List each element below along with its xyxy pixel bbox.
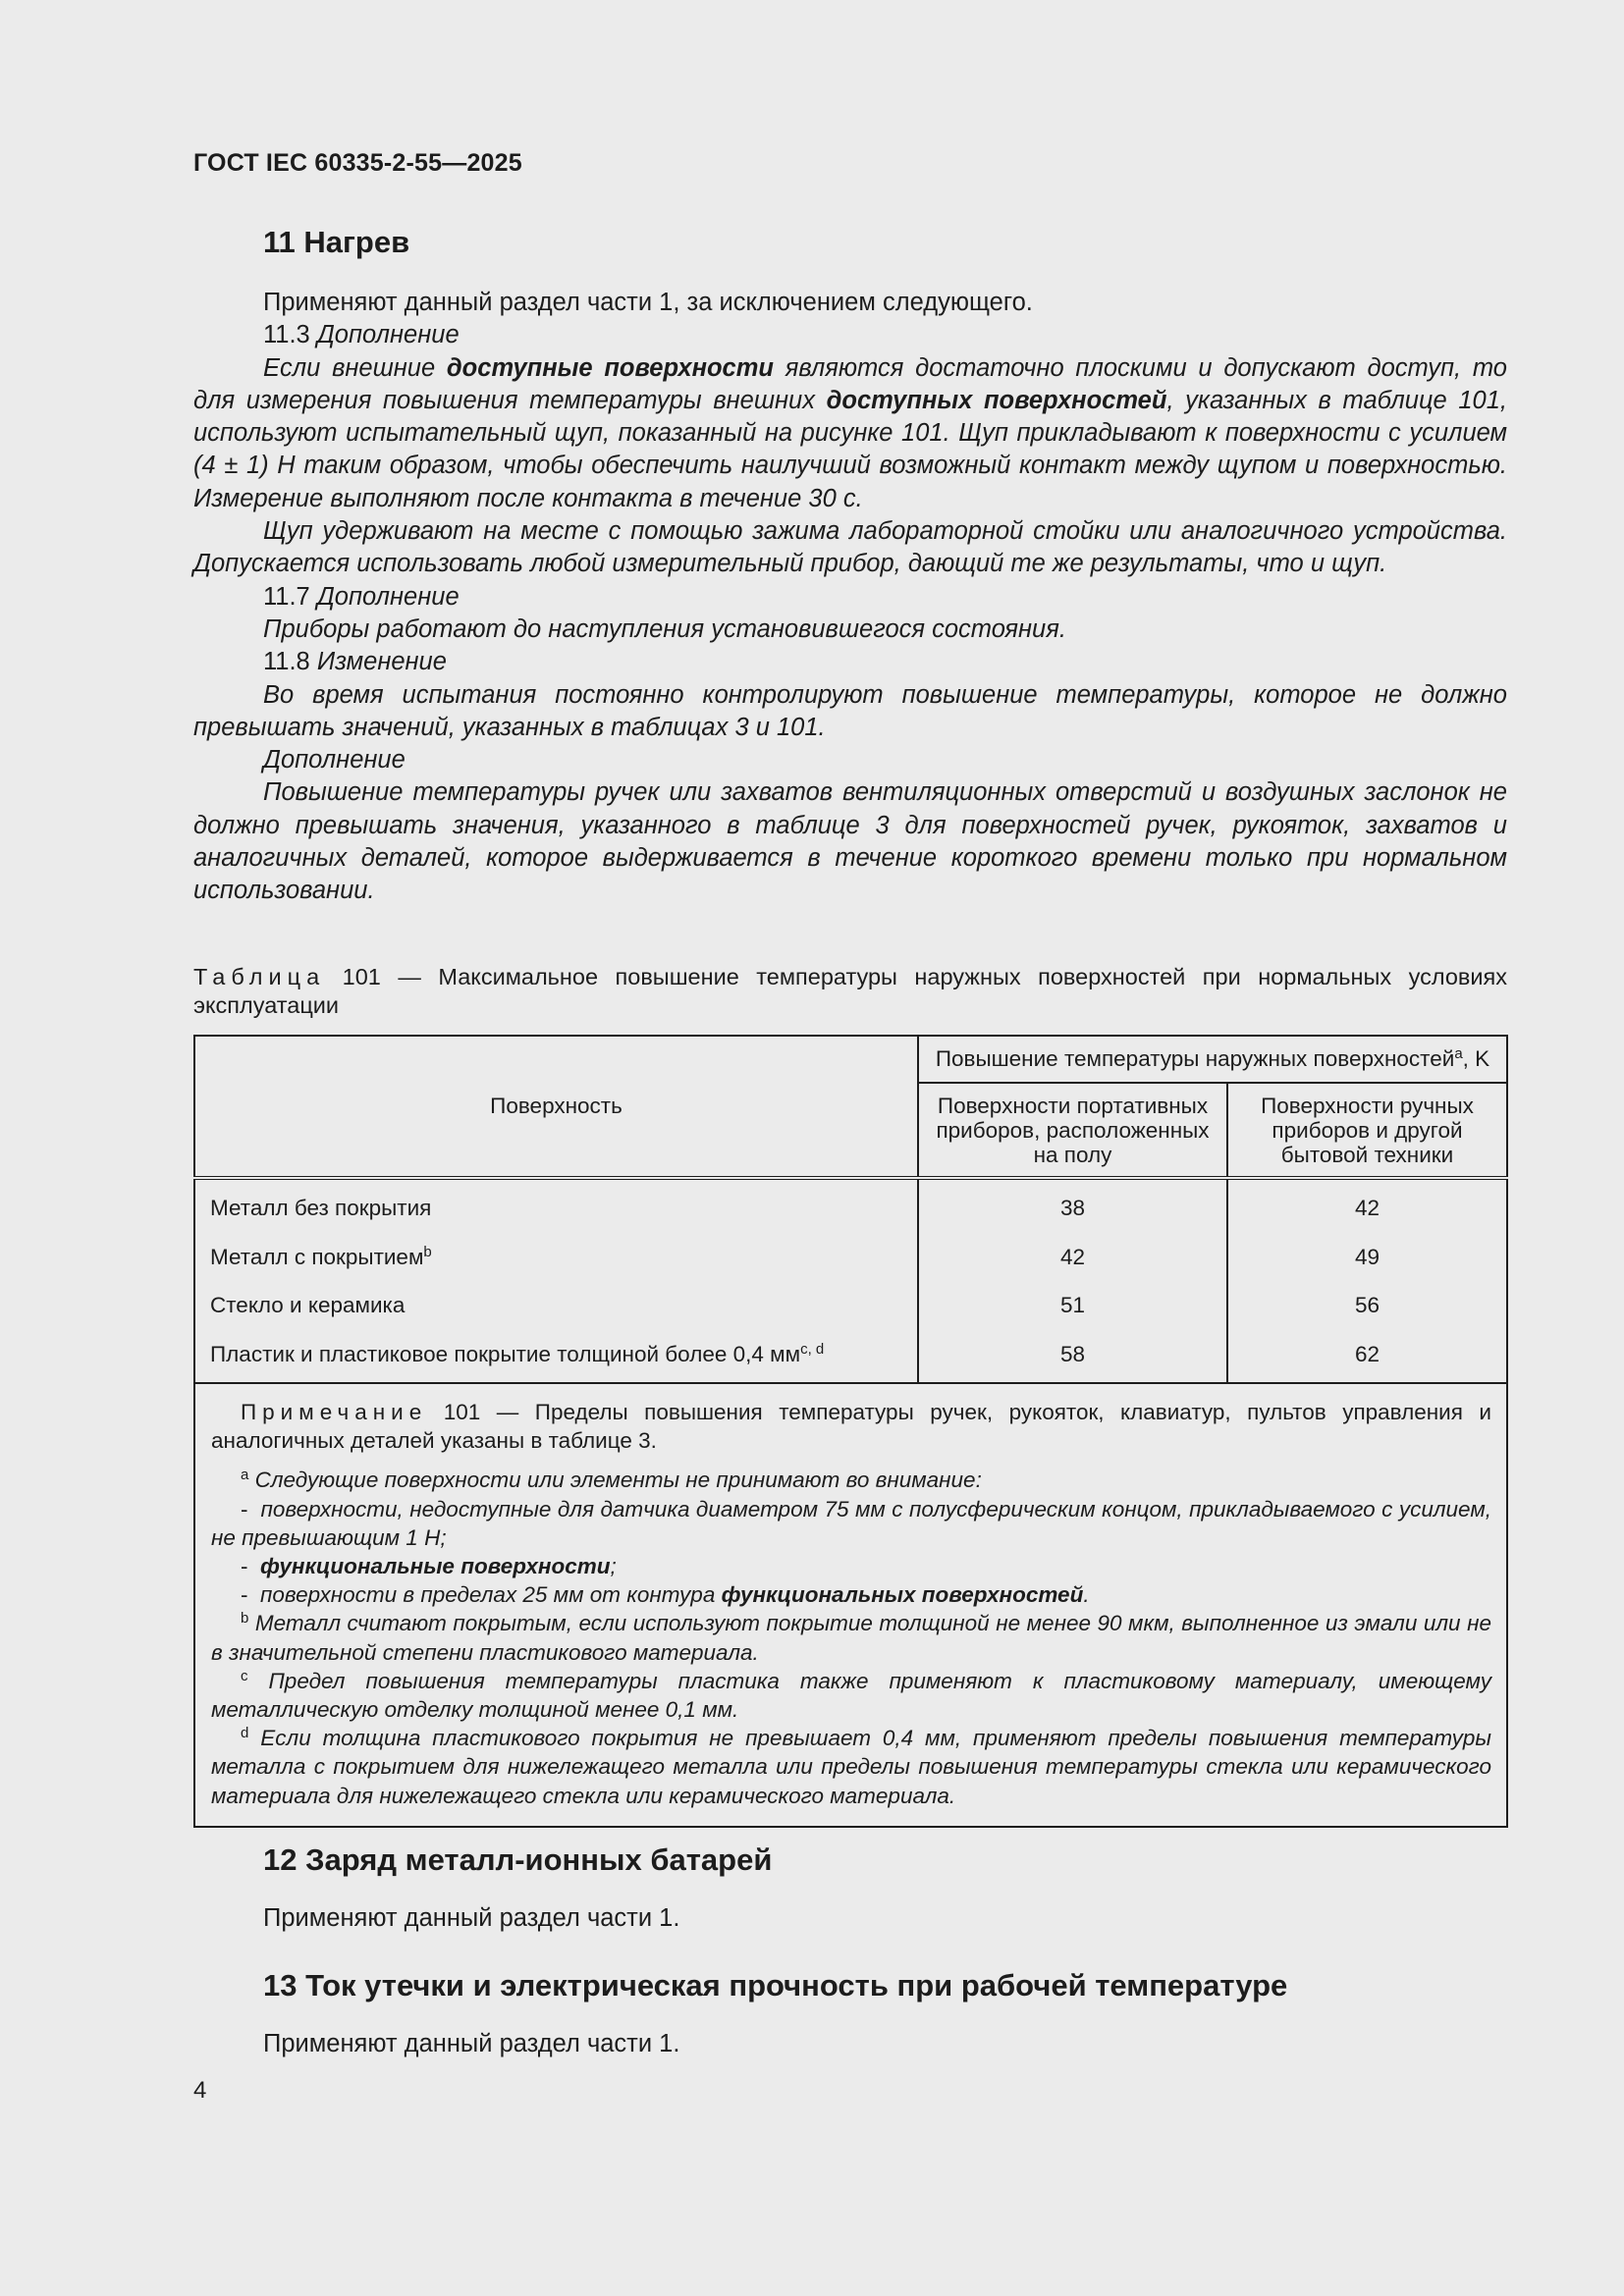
section-12-text: Применяют данный раздел части 1. — [263, 1904, 680, 1932]
header-text: Поверхности ручных приборов и другой бытовой техники — [1261, 1093, 1474, 1167]
list-dash: - — [241, 1554, 248, 1579]
item-11-8-text — [193, 679, 1507, 745]
item-label: Дополнение — [263, 746, 406, 774]
handheld-column — [1227, 1178, 1507, 1383]
list-dash: - — [241, 1582, 248, 1608]
table-cell: 49 — [1354, 1244, 1380, 1269]
table-cell: 42 — [1059, 1244, 1086, 1269]
footnote-a — [211, 1466, 1491, 1494]
para-text: являются достаточно плоскими и допускают доступ, то для измерения повышения температуры внешних — [193, 353, 1507, 414]
table-cell: 62 — [1354, 1341, 1380, 1366]
item-label: Изменение — [316, 648, 447, 676]
para-text: Во время испытания постоянно контролируют повышение температуры, которое не должно превышать значений, указанных в таблицах 3 и 101. — [193, 680, 1507, 741]
table-row-label — [210, 1233, 917, 1282]
footnote-mark: a — [1454, 1045, 1463, 1062]
list-dash: - — [241, 1496, 248, 1522]
footnote-text: . — [1083, 1582, 1090, 1608]
section-12-body — [193, 1902, 1507, 1935]
item-11-7-text — [193, 614, 1507, 646]
table-101-caption — [193, 963, 1507, 1020]
defined-term: доступных поверхностей — [826, 386, 1167, 414]
section-13-title: 13 Ток утечки и электрическая прочность при рабочей температуре — [263, 1968, 1288, 2002]
header-text: Поверхности портативных приборов, расположенных на полу — [936, 1093, 1210, 1167]
footnote-mark: a — [241, 1467, 249, 1484]
header-text: Повышение температуры наружных поверхностей — [935, 1046, 1455, 1071]
footnote-b — [211, 1609, 1491, 1666]
header-unit: , K — [1462, 1046, 1490, 1071]
footnote-d — [211, 1724, 1491, 1810]
item-number: 11.3 — [263, 321, 310, 349]
defined-term: функциональных поверхностей — [721, 1582, 1084, 1608]
section-13-body — [193, 2028, 1507, 2060]
footnote-a-item-3 — [211, 1580, 1491, 1609]
table-row-label — [210, 1184, 917, 1233]
item-11-3-para1 — [193, 352, 1507, 515]
note-label: Примечание — [241, 1400, 428, 1424]
para-text: Щуп удерживают на месте с помощью зажима лабораторной стойки или аналогичного устройства. Допускается использовать любой измерительный прибор, дающий те же результаты, что и щуп. — [193, 517, 1507, 578]
table-row-label — [210, 1281, 917, 1330]
footnote-a-item-2 — [211, 1552, 1491, 1580]
header-surface: Поверхность — [194, 1036, 918, 1178]
table-cell: 56 — [1354, 1293, 1380, 1317]
item-11-8-heading — [193, 646, 1507, 678]
item-11-3-heading — [193, 319, 1507, 351]
caption-text: 101 — Максимальное повышение температуры наружных поверхностей при нормальных условиях эксплуатации — [193, 964, 1508, 1018]
standard-header: ГОСТ IEC 60335-2-55—2025 — [193, 149, 522, 177]
footnote-a-item-1 — [211, 1495, 1491, 1552]
section-11-body — [193, 287, 1507, 908]
footnote-text: Предел повышения температуры пластика также применяют к пластиковому материалу, имеющему металлическую отделку толщиной менее 0,1 мм. — [211, 1668, 1491, 1723]
defined-term: доступные поверхности — [446, 353, 774, 382]
surface-name: Пластик и пластиковое покрытие толщиной более 0,4 мм — [210, 1341, 801, 1366]
footnote-text: Если толщина пластикового покрытия не превышает 0,4 мм, применяют пределы повышения температуры металла с покрытием для нижележащего металла или пределы повышения температуры стекла или керамического материала для нижележащего стекла или керамического материала. — [211, 1726, 1491, 1808]
table-note — [211, 1398, 1491, 1455]
table-notes — [194, 1383, 1507, 1827]
table-row-label — [210, 1330, 917, 1379]
header-temperature-rise — [918, 1036, 1507, 1083]
table-cell: 51 — [1059, 1293, 1086, 1317]
section-11-title: 11 Нагрев — [263, 225, 410, 259]
portable-column — [918, 1178, 1227, 1383]
surface-name: Металл с покрытием — [210, 1244, 424, 1269]
footnote-mark: b — [241, 1610, 249, 1628]
caption-label: Таблица — [193, 964, 326, 989]
footnote-mark: c — [241, 1667, 248, 1684]
footnote-mark: b — [423, 1243, 432, 1260]
footnote-text: Металл считают покрытым, если используют покрытие толщиной не менее 90 мкм, выполненное из эмали или не в значительной степени пластикового материала. — [211, 1611, 1491, 1665]
item-11-8-addition-text — [193, 776, 1507, 907]
item-label: Дополнение — [316, 321, 460, 349]
surface-name: Стекло и керамика — [210, 1293, 406, 1317]
footnote-text: Следующие поверхности или элементы не принимают во внимание: — [254, 1468, 982, 1493]
table-cell: 38 — [1059, 1196, 1086, 1220]
item-11-3-para2 — [193, 515, 1507, 581]
header-portable — [918, 1083, 1227, 1178]
footnote-text: поверхности, недоступные для датчика диаметром 75 мм с полусферическим концом, прикладываемого с усилием, не превышающим 1 Н; — [211, 1496, 1491, 1550]
surface-name: Металл без покрытия — [210, 1196, 432, 1220]
para-text: Повышение температуры ручек или захватов вентиляционных отверстий и воздушных заслонок не должно превышать значения, указанного в таблице 3 для поверхностей ручек, рукояток, захватов и аналогичных деталей, которое выдерживается в течение короткого времени только при нормальном использовании. — [193, 778, 1507, 905]
item-number: 11.7 — [263, 582, 310, 611]
section-13-text: Применяют данный раздел части 1. — [263, 2030, 680, 2057]
footnote-mark: c, d — [800, 1340, 825, 1358]
footnote-mark: d — [241, 1725, 249, 1742]
footnote-c — [211, 1667, 1491, 1724]
item-11-8-addition-label — [193, 744, 1507, 776]
surface-column — [194, 1178, 918, 1383]
item-11-7-heading — [193, 581, 1507, 614]
table-101 — [193, 1035, 1508, 1828]
footnote-text: поверхности в пределах 25 мм от контура — [260, 1582, 722, 1608]
para-text: , указанных в таблице 101, используют испытательный щуп, показанный на рисунке 101. Щуп прикладывают к поверхности с усилием (4 ± 1) Н таким образом, чтобы обеспечить наилучший возможный контакт между щупом и поверхностью. Измерение выполняют после контакта в течение 30 с. — [193, 386, 1508, 512]
item-number: 11.8 — [263, 648, 310, 676]
footnote-text: ; — [610, 1554, 617, 1579]
note-text: 101 — Пределы повышения температуры ручек, рукояток, клавиатур, пультов управления и аналогичных деталей указаны в таблице 3. — [211, 1400, 1491, 1454]
section-12-title: 12 Заряд металл-ионных батарей — [263, 1842, 773, 1877]
table-cell: 58 — [1059, 1341, 1086, 1366]
para-text: Приборы работают до наступления установившегося состояния. — [263, 614, 1066, 643]
item-label: Дополнение — [316, 582, 460, 611]
section-11-intro: Применяют данный раздел части 1, за исключением следующего. — [263, 289, 1033, 316]
para-text: Если внешние — [263, 353, 447, 382]
defined-term: функциональные поверхности — [260, 1554, 611, 1579]
page-number: 4 — [193, 2077, 207, 2104]
table-cell: 42 — [1354, 1196, 1380, 1220]
header-handheld — [1227, 1083, 1507, 1178]
